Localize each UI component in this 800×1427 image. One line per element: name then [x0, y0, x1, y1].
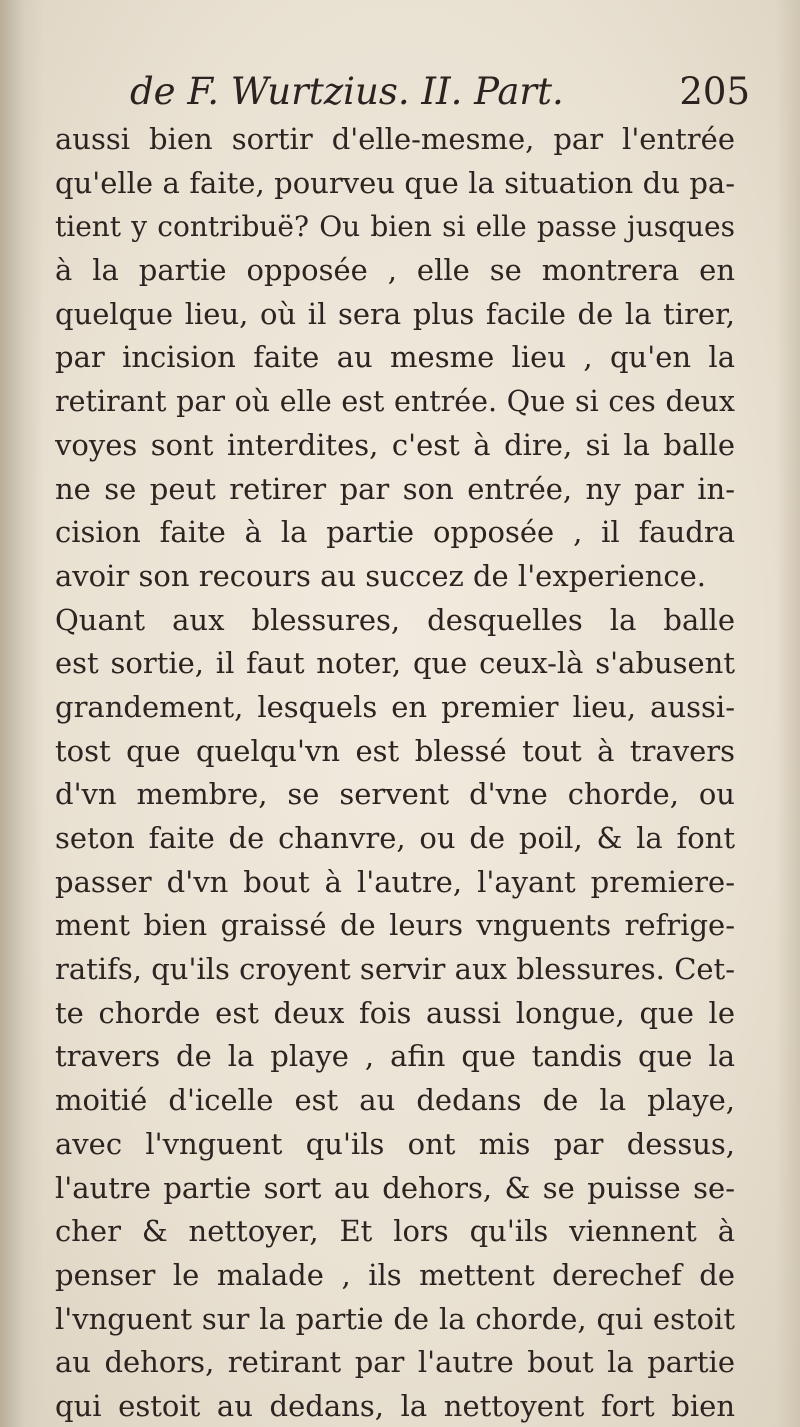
- text-line: cision faite à la partie opposée , il faudra: [55, 515, 735, 550]
- text-line: voyes sont interdites, c'est à dire, si la balle: [55, 427, 735, 462]
- running-head-title: de F. Wurtzius. II. Part.: [130, 70, 564, 113]
- text-line: te chorde est deux fois aussi longue, que le: [55, 995, 735, 1030]
- text-line: qui estoit au dedans, la nettoyent fort bien: [55, 1388, 735, 1423]
- text-line: ment bien graissé de leurs vnguents refrige-: [55, 908, 735, 943]
- text-line: penser le malade , ils mettent derechef de: [55, 1257, 735, 1292]
- text-line: travers de la playe , afin que tandis que la: [55, 1039, 735, 1074]
- running-head: [130, 70, 750, 120]
- text-line: qu'elle a faite, pourveu que la situation du pa-: [55, 165, 735, 200]
- text-line: passer d'vn bout à l'autre, l'ayant premiere-: [55, 864, 735, 899]
- text-line: à la partie opposée , elle se montrera en: [55, 253, 735, 288]
- text-line: d'vn membre, se servent d'vne chorde, ou: [55, 777, 735, 812]
- text-line: avoir son recours au succez de l'experience.: [55, 558, 707, 593]
- text-line: avec l'vnguent qu'ils ont mis par dessus,: [55, 1126, 735, 1161]
- text-line: tost que quelqu'vn est blessé tout à travers: [55, 733, 735, 768]
- text-line: par incision faite au mesme lieu , qu'en la: [55, 340, 735, 375]
- page-edge-shadow: [776, 0, 800, 1427]
- page-number: 205: [679, 70, 750, 113]
- text-line: grandement, lesquels en premier lieu, aussi-: [55, 689, 735, 724]
- text-line: retirant par où elle est entrée. Que si ces deux: [55, 385, 735, 419]
- page-gutter-shadow: [0, 0, 44, 1427]
- text-line: l'vnguent sur la partie de la chorde, qui estoit: [55, 1301, 735, 1336]
- text-line: l'autre partie sort au dehors, & se puisse se-: [55, 1170, 735, 1205]
- text-line: moitié d'icelle est au dedans de la playe,: [55, 1083, 735, 1118]
- text-line: au dehors, retirant par l'autre bout la partie: [55, 1345, 735, 1380]
- text-line: seton faite de chanvre, ou de poil, & la font: [55, 821, 735, 855]
- text-line: tient y contribuë? Ou bien si elle passe jusques: [55, 210, 735, 244]
- text-line: ratifs, qu'ils croyent servir aux blessures. Cet-: [55, 952, 735, 987]
- text-line: aussi bien sortir d'elle-mesme, par l'entrée: [55, 122, 735, 156]
- text-line: cher & nettoyer, Et lors qu'ils viennent à: [55, 1214, 735, 1249]
- text-line: Quant aux blessures, desquelles la balle: [55, 602, 735, 637]
- body-text: [55, 118, 735, 1427]
- text-line: est sortie, il faut noter, que ceux-là s'abusent: [55, 646, 735, 681]
- text-line: ne se peut retirer par son entrée, ny par in-: [55, 471, 735, 506]
- text-line: quelque lieu, où il sera plus facile de la tirer,: [55, 296, 735, 331]
